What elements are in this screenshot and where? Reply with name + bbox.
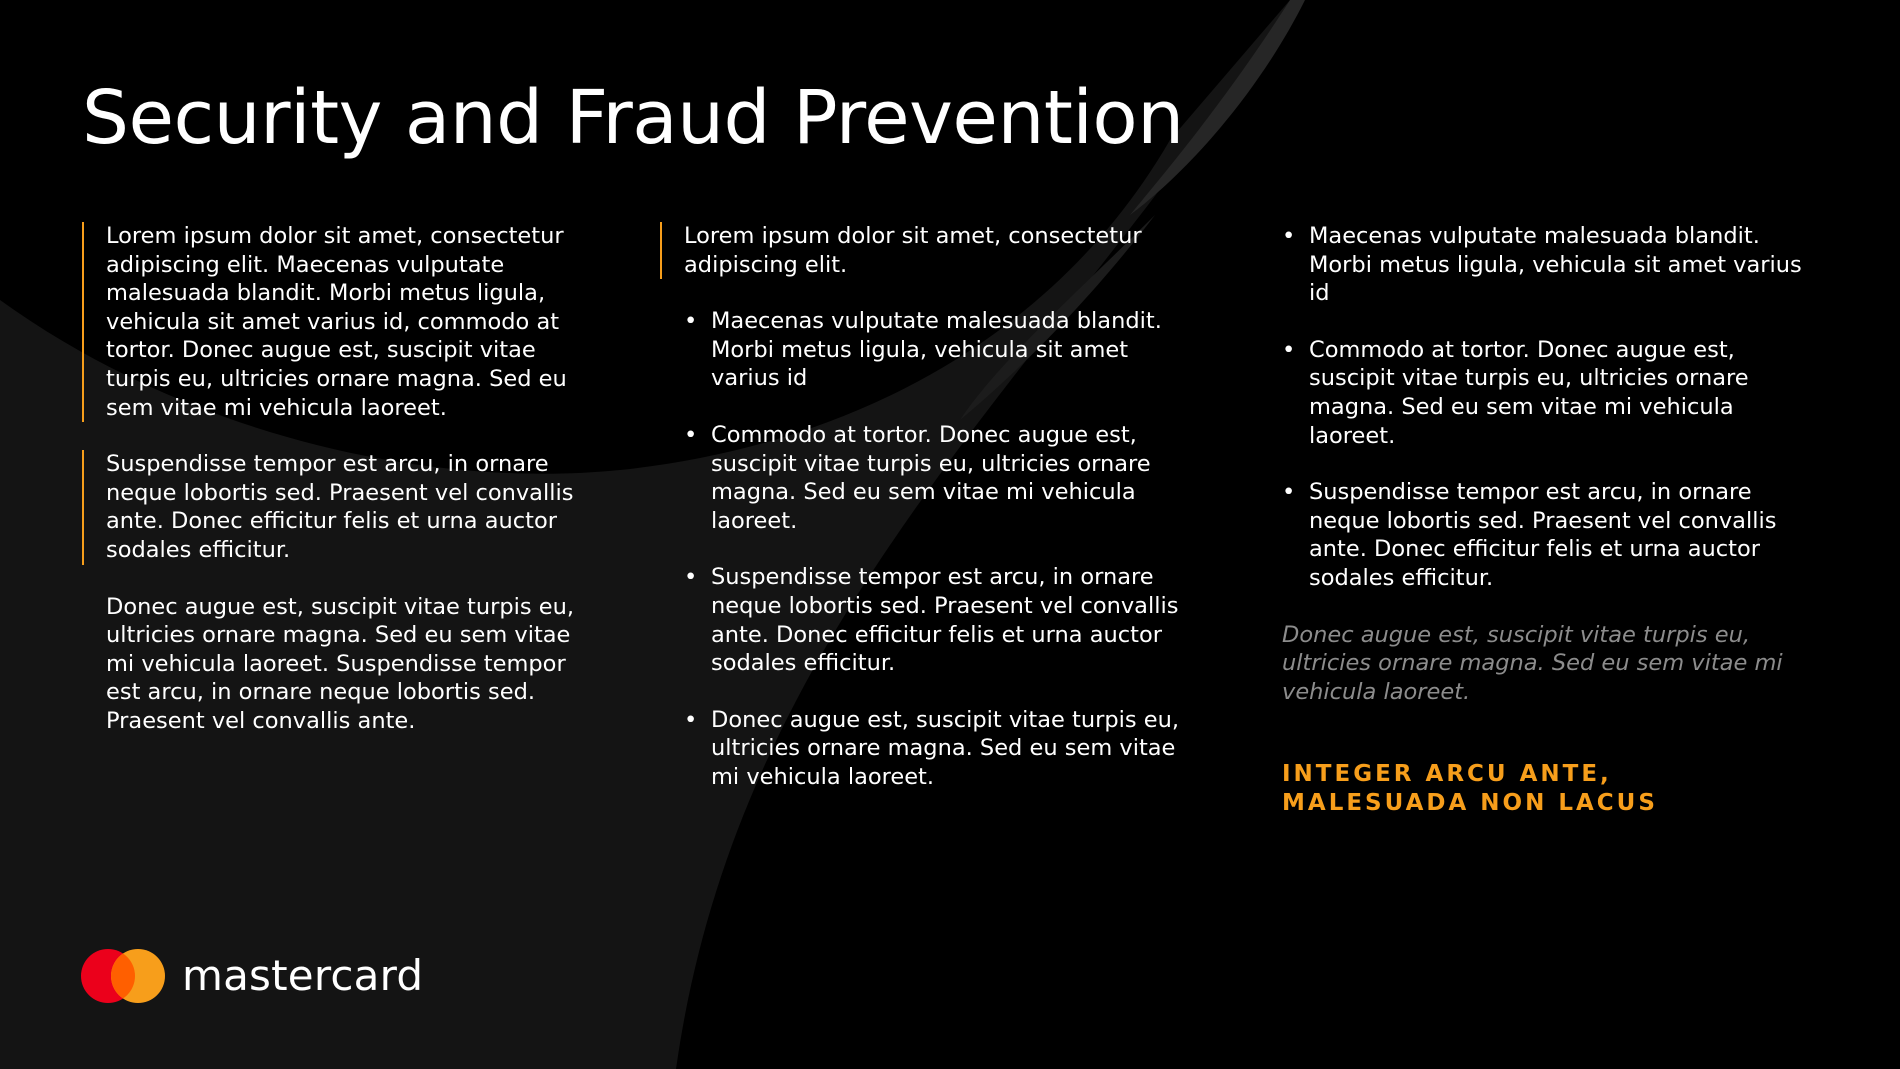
paragraph-2: Suspendisse tempor est arcu, in ornare neque lobortis sed. Praesent vel convallis ante. Donec efficitur felis et urna auctor sodales efficitur.	[82, 450, 602, 564]
list-item-text: Commodo at tortor. Donec augue est, suscipit vitae turpis eu, ultricies ornare magna. Sed eu sem vitae mi vehicula laoreet.	[711, 421, 1151, 534]
page-title: Security and Fraud Prevention	[82, 75, 1184, 161]
list-item	[1282, 222, 1802, 308]
list-item-text: Donec augue est, suscipit vitae turpis eu, ultricies ornare magna. Sed eu sem vitae mi vehicula laoreet.	[711, 706, 1179, 790]
bullet-icon: •	[684, 564, 698, 591]
bullet-list	[1282, 222, 1802, 593]
list-item	[684, 421, 1190, 535]
list-item-text: Suspendisse tempor est arcu, in ornare neque lobortis sed. Praesent vel convallis ante. Donec efficitur felis et urna auctor sodales efficitur.	[711, 564, 1179, 677]
callout-line-1: INTEGER ARCU ANTE,	[1282, 761, 1612, 788]
bullet-list	[660, 307, 1190, 791]
callout-heading	[1282, 760, 1802, 818]
mastercard-logo	[80, 948, 423, 1004]
list-item-text: Maecenas vulputate malesuada blandit. Morbi metus ligula, vehicula sit amet varius id	[1309, 223, 1802, 307]
list-item	[684, 706, 1190, 792]
list-item	[684, 563, 1190, 677]
paragraph-3: Donec augue est, suscipit vitae turpis eu, ultricies ornare magna. Sed eu sem vitae mi vehicula laoreet. Suspendisse tempor est arcu, in ornare neque lobortis sed. Praesent vel convallis ante.	[106, 593, 574, 734]
bullet-icon: •	[684, 421, 698, 448]
column-right	[1282, 222, 1802, 818]
mastercard-circles-icon	[80, 948, 166, 1004]
callout-line-2: MALESUADA NON LACUS	[1282, 790, 1658, 817]
italic-note: Donec augue est, suscipit vitae turpis eu, ultricies ornare magna. Sed eu sem vitae mi vehicula laoreet.	[1282, 621, 1783, 705]
bullet-icon: •	[1282, 336, 1296, 363]
bullet-icon: •	[1282, 479, 1296, 506]
list-item-text: Commodo at tortor. Donec augue est, suscipit vitae turpis eu, ultricies ornare magna. Sed eu sem vitae mi vehicula laoreet.	[1309, 336, 1749, 449]
bullet-icon: •	[684, 706, 698, 733]
paragraph-1: Lorem ipsum dolor sit amet, consectetur adipiscing elit. Maecenas vulputate malesuada blandit. Morbi metus ligula, vehicula sit amet varius id, commodo at tortor. Donec augue est, suscipit vitae turpis eu, ultricies ornare magna. Sed eu sem vitae mi vehicula laoreet.	[82, 222, 602, 422]
list-item	[684, 307, 1190, 393]
mastercard-wordmark: mastercard	[182, 951, 424, 1000]
list-item-text: Suspendisse tempor est arcu, in ornare neque lobortis sed. Praesent vel convallis ante. Donec efficitur felis et urna auctor sodales efficitur.	[1309, 479, 1777, 591]
list-item	[1282, 478, 1802, 592]
list-item	[1282, 336, 1802, 450]
column-middle	[660, 222, 1190, 792]
bullet-icon: •	[1282, 223, 1296, 249]
list-item-text: Maecenas vulputate malesuada blandit. Morbi metus ligula, vehicula sit amet varius id	[711, 308, 1162, 392]
column-left	[82, 222, 602, 736]
bullet-icon: •	[684, 308, 698, 335]
intro-paragraph: Lorem ipsum dolor sit amet, consectetur adipiscing elit.	[660, 222, 1190, 279]
